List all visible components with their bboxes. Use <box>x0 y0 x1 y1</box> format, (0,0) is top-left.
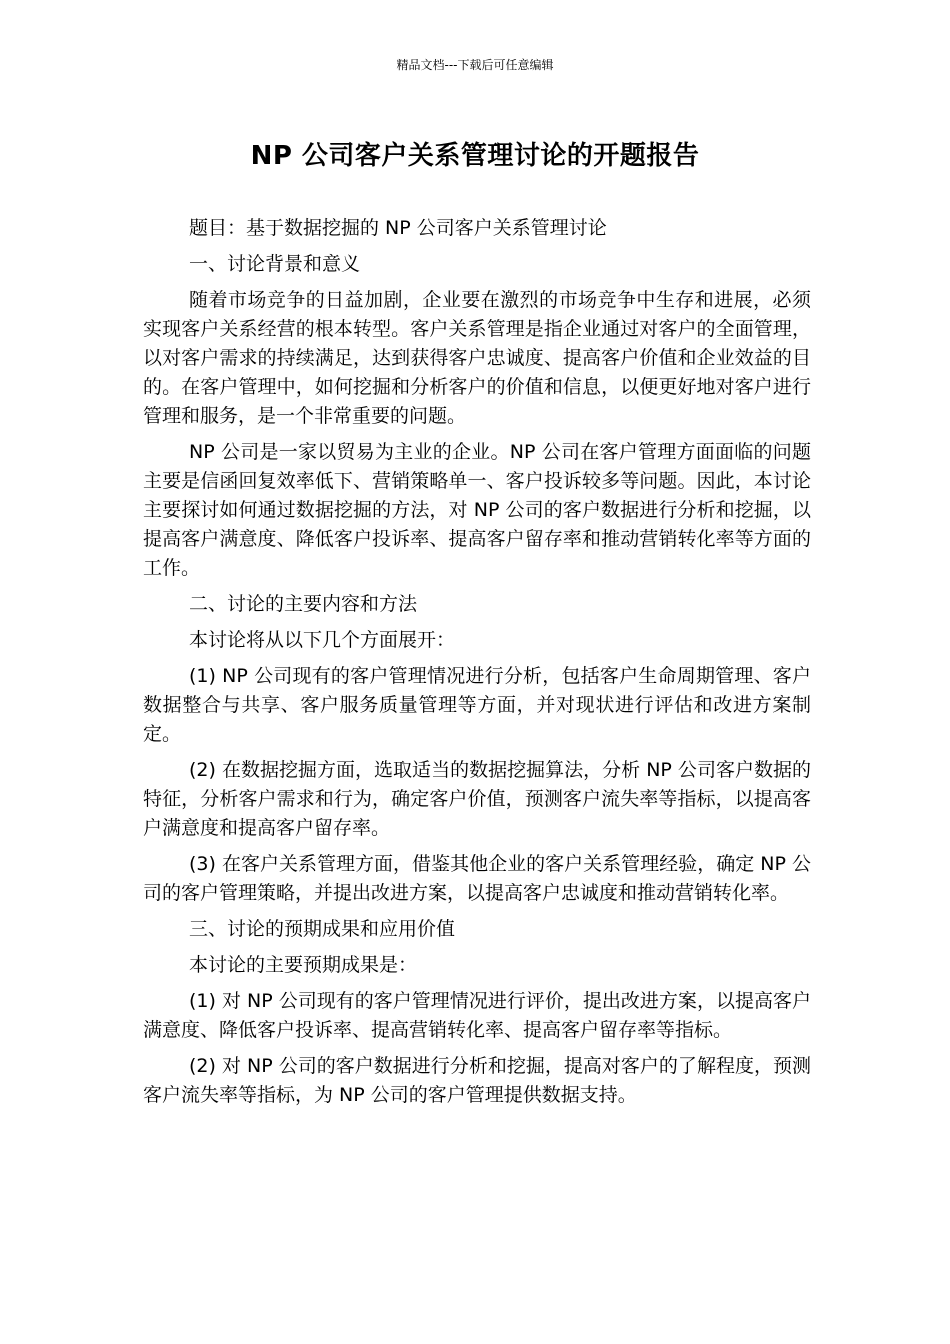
paragraph-result-1: (1) 对 NP 公司现有的客户管理情况进行评价，提出改进方案，以提高客户满意度、降低客户投诉率、提高营销转化率、提高客户留存率等指标。 <box>143 990 811 1041</box>
document-title: NP 公司客户关系管理讨论的开题报告 <box>250 141 700 171</box>
section-heading-expected-results: 三、讨论的预期成果和应用价值 <box>189 918 456 940</box>
paragraph-background: 随着市场竞争的日益加剧，企业要在激烈的市场竞争中生存和进展，必须实现客户关系经营的根本转型。客户关系管理是指企业通过对客户的全面管理，以对客户需求的持续满足，达到获得客户忠诚度、提高客户价值和企业效益的目的。在客户管理中，如何挖掘和分析客户的价值和信息，以便更好地对客户进行管理和服务，是一个非常重要的问题。 <box>143 289 811 427</box>
paragraph-results-intro: 本讨论的主要预期成果是： <box>189 954 418 976</box>
paragraph-item-1: (1) NP 公司现有的客户管理情况进行分析，包括客户生命周期管理、客户数据整合与共享、客户服务质量管理等方面，并对现状进行评估和改进方案制定。 <box>143 665 811 745</box>
section-heading-content-methods: 二、讨论的主要内容和方法 <box>189 593 418 615</box>
header-note: 精品文档---下载后可任意编辑 <box>396 58 554 72</box>
document-body <box>143 214 811 1117</box>
paragraph-company-issues: NP 公司是一家以贸易为主业的企业。NP 公司在客户管理方面面临的问题主要是信函回复效率低下、营销策略单一、客户投诉较多等问题。因此，本讨论主要探讨如何通过数据挖掘的方法，对 NP 公司的客户数据进行分析和挖掘，以提高客户满意度、降低客户投诉率、提高客户留存率和推动营销转化率等方面的工作。 <box>143 441 811 579</box>
paragraph-intro-aspects: 本讨论将从以下几个方面展开： <box>189 629 456 651</box>
paragraph-item-2: (2) 在数据挖掘方面，选取适当的数据挖掘算法，分析 NP 公司客户数据的特征，分析客户需求和行为，确定客户价值，预测客户流失率等指标，以提高客户满意度和提高客户留存率。 <box>143 759 811 839</box>
paragraph-result-2: (2) 对 NP 公司的客户数据进行分析和挖掘，提高对客户的了解程度，预测客户流失率等指标，为 NP 公司的客户管理提供数据支持。 <box>143 1055 811 1106</box>
paragraph-item-3: (3) 在客户关系管理方面，借鉴其他企业的客户关系管理经验，确定 NP 公司的客户管理策略，并提出改进方案，以提高客户忠诚度和推动营销转化率。 <box>143 853 811 904</box>
topic-line: 题目：基于数据挖掘的 NP 公司客户关系管理讨论 <box>189 217 607 239</box>
section-heading-background: 一、讨论背景和意义 <box>189 253 361 275</box>
